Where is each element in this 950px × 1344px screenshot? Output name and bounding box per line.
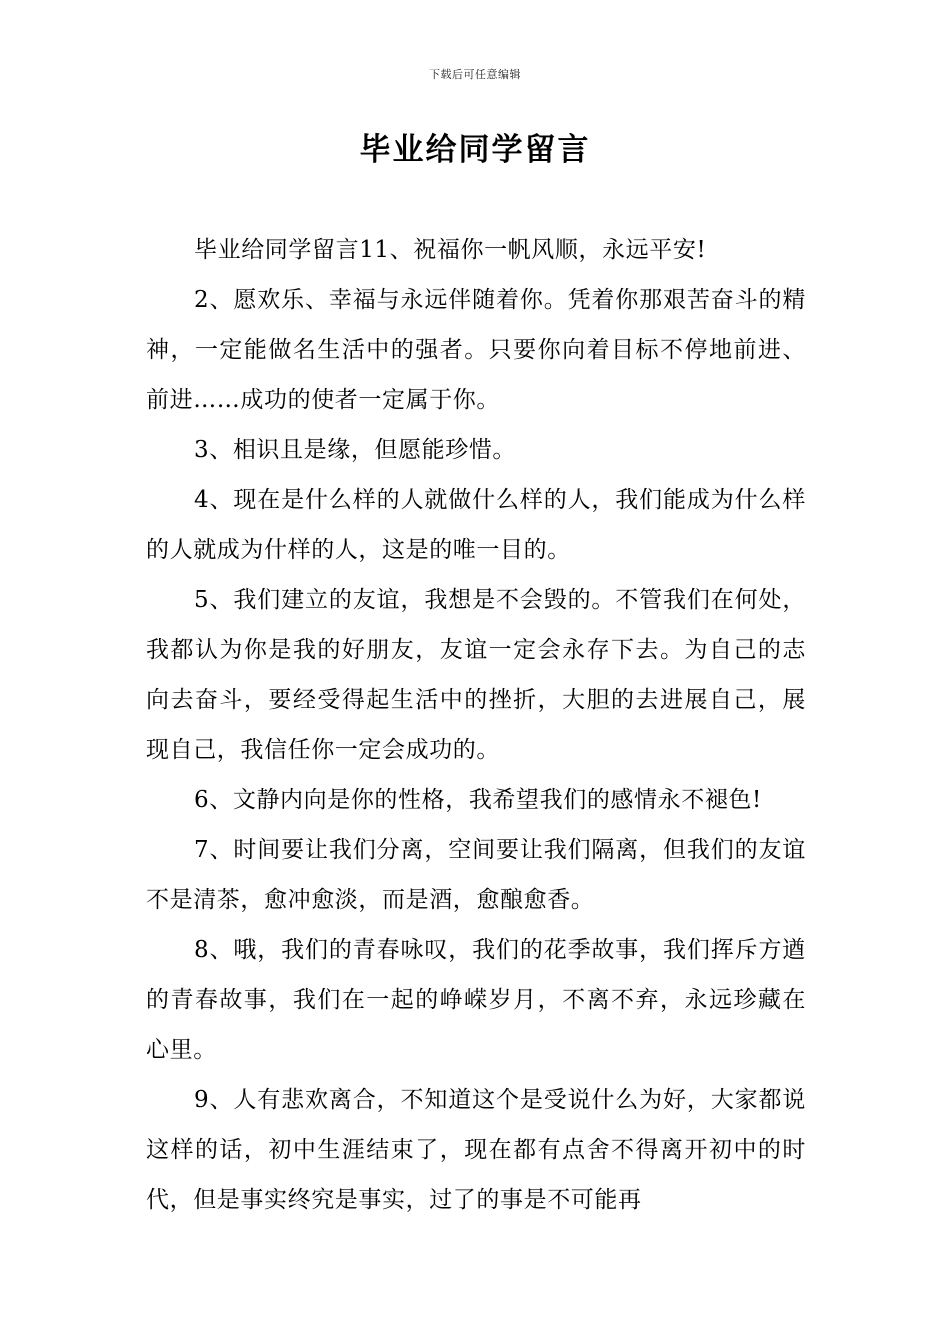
paragraph-1: 毕业给同学留言11、祝福你一帆风顺，永远平安! xyxy=(194,237,707,263)
paragraph-5: 5、我们建立的友谊，我想是不会毁的。不管我们在何处，我都认为你是我的好朋友，友谊一定会永存下去。为自己的志向去奋斗，要经受得起生活中的挫折，大胆的去进展自己，展现自己，我信任你一定会成功的。 xyxy=(146,587,806,763)
document-body xyxy=(146,225,806,1225)
paragraph-7: 7、时间要让我们分离，空间要让我们隔离，但我们的友谊不是清茶，愈冲愈淡，而是酒，愈酿愈香。 xyxy=(146,837,806,913)
paragraph-6: 6、文静内向是你的性格，我希望我们的感情永不褪色! xyxy=(194,787,762,813)
paragraph-2: 2、愿欢乐、幸福与永远伴随着你。凭着你那艰苦奋斗的精神，一定能做名生活中的强者。只要你向着目标不停地前进、前进……成功的使者一定属于你。 xyxy=(146,287,806,413)
paragraph-8: 8、哦，我们的青春咏叹，我们的花季故事，我们挥斥方遒的青春故事，我们在一起的峥嵘岁月，不离不弃，永远珍藏在心里。 xyxy=(146,937,806,1063)
document-title: 毕业给同学留言 xyxy=(359,132,591,168)
paragraph-4: 4、现在是什么样的人就做什么样的人，我们能成为什么样的人就成为什样的人，这是的唯一目的。 xyxy=(146,487,806,563)
header-note: 下载后可任意编辑 xyxy=(429,68,521,81)
paragraph-9: 9、人有悲欢离合，不知道这个是受说什么为好，大家都说这样的话，初中生涯结束了，现在都有点舍不得离开初中的时代，但是事实终究是事实，过了的事是不可能再 xyxy=(146,1087,806,1213)
paragraph-3: 3、相识且是缘，但愿能珍惜。 xyxy=(194,437,517,463)
